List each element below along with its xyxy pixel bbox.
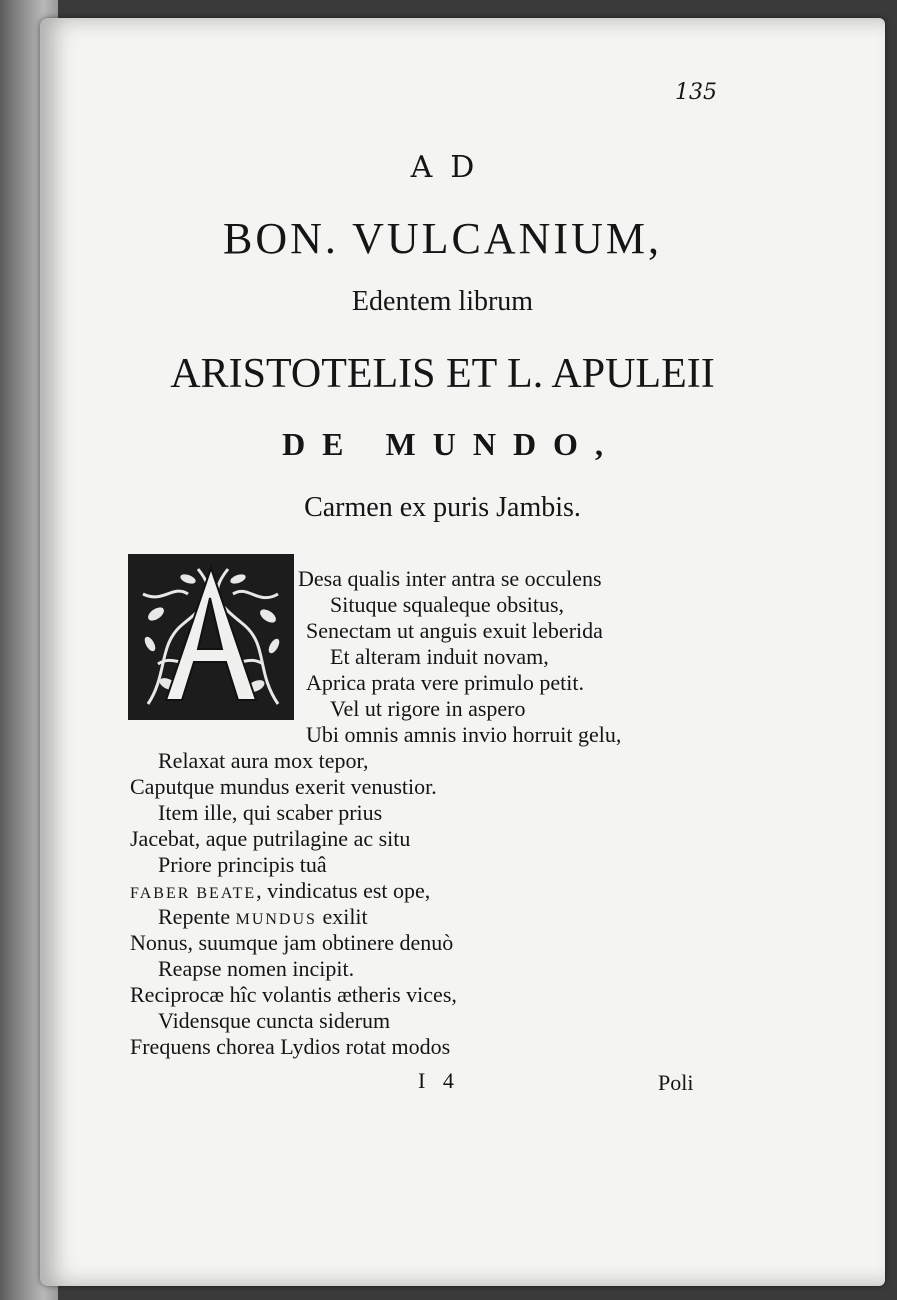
catchword: Poli bbox=[658, 1070, 694, 1095]
verse-line-8: Relaxat aura mox tepor, bbox=[158, 748, 369, 773]
verse-line-6: Vel ut rigore in aspero bbox=[330, 696, 526, 721]
heading-carmen: Carmen ex puris Jambis. bbox=[304, 492, 581, 523]
verse-line-12: Priore principis tuâ bbox=[158, 852, 327, 877]
verse-line-2: Situque squaleque obsitus, bbox=[330, 592, 565, 617]
heading-ad: AD bbox=[410, 150, 493, 185]
decorated-initial-a bbox=[128, 554, 294, 720]
verse-line-4: Et alteram induit novam, bbox=[330, 644, 549, 669]
page-number: 135 bbox=[675, 80, 717, 105]
verse-line-13 bbox=[130, 878, 430, 907]
verse-line-9: Caputque mundus exerit venustior. bbox=[130, 774, 437, 799]
verse-line-14-rest: exilit bbox=[316, 904, 368, 929]
heading-dedicatee: BON. VULCANIUM, bbox=[223, 214, 662, 263]
verse-line-15: Nonus, suumque jam obtinere denuò bbox=[130, 930, 454, 955]
small-caps-mundus: MUNDUS bbox=[235, 911, 317, 928]
verse-line-18: Vidensque cuncta siderum bbox=[158, 1008, 391, 1033]
verse-line-7: Ubi omnis amnis invio horruit gelu, bbox=[306, 722, 622, 747]
verse-line-11: Jacebat, aque putrilagine ac situ bbox=[130, 826, 411, 851]
heading-edentem: Edentem librum bbox=[351, 286, 534, 317]
signature-mark: I 4 bbox=[418, 1068, 460, 1093]
verse-line-1: Desa qualis inter antra se occulens bbox=[298, 566, 602, 591]
book-page bbox=[40, 18, 885, 1286]
heading-de-mundo: DE MUNDO, bbox=[282, 426, 620, 462]
verse-line-13-rest: , vindicatus est ope, bbox=[256, 878, 431, 903]
verse-line-10: Item ille, qui scaber prius bbox=[158, 800, 383, 825]
verse-line-16: Reapse nomen incipit. bbox=[158, 956, 355, 981]
verse-line-19: Frequens chorea Lydios rotat modos bbox=[130, 1034, 451, 1059]
verse-line-5: Aprica prata vere primulo petit. bbox=[306, 670, 584, 695]
verse-line-14 bbox=[158, 904, 368, 933]
small-caps-faber-beate: FABER BEATE bbox=[130, 885, 257, 902]
verse-line-17: Reciprocæ hîc volantis ætheris vices, bbox=[130, 982, 457, 1007]
heading-authors: ARISTOTELIS ET L. APULEII bbox=[170, 351, 715, 397]
verse-line-14-pre: Repente bbox=[158, 904, 236, 929]
verse-line-3: Senectam ut anguis exuit leberida bbox=[306, 618, 603, 643]
